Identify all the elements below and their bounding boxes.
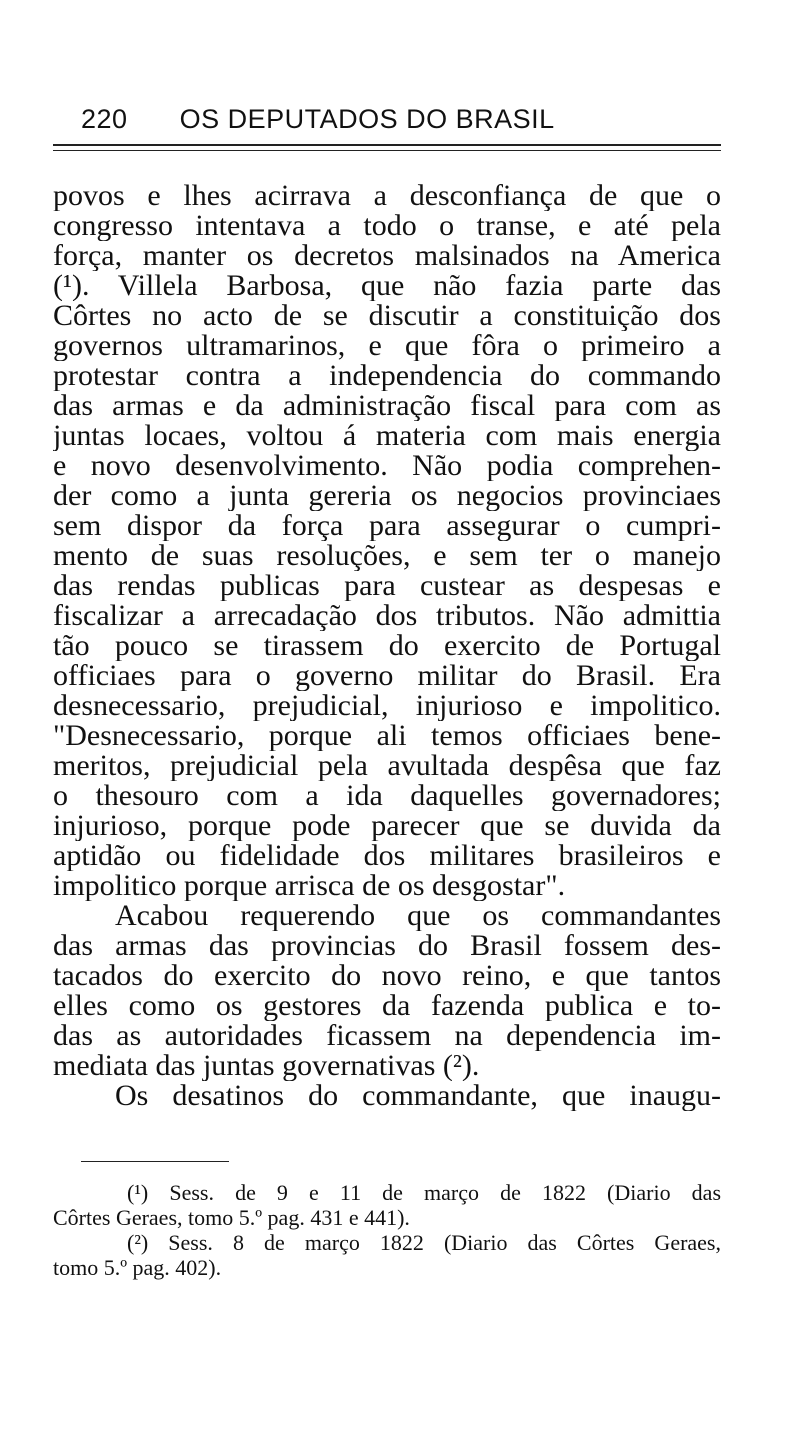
text-line: desnecessario, prejudicial, injurioso e impolitico. <box>53 691 721 721</box>
paragraph-end-line: impolitico porque arrisca de os desgostar". <box>53 871 566 901</box>
page-header <box>81 104 721 135</box>
text-line: tão pouco se tirassem do exercito de Portugal <box>53 631 721 661</box>
footnote-rule <box>81 1161 229 1162</box>
book-page <box>53 0 721 1451</box>
text-line: mento de suas resoluções, e sem ter o manejo <box>53 541 721 571</box>
footnote-2-line: (²) Sess. 8 de março 1822 (Diario das Côrtes Geraes, <box>127 1230 721 1255</box>
header-rule-top <box>53 144 721 146</box>
text-line: governos ultramarinos, e que fôra o primeiro a <box>53 331 721 361</box>
text-line: das armas das provincias do Brasil fossem des- <box>53 931 721 961</box>
text-line: das rendas publicas para custear as despesas e <box>53 571 721 601</box>
text-line: força, manter os decretos malsinados na America <box>53 241 721 271</box>
text-line: elles como os gestores da fazenda publica e to- <box>53 991 721 1021</box>
text-line: der como a junta gereria os negocios provinciaes <box>53 481 721 511</box>
body-text <box>53 181 721 1111</box>
header-rule-bottom <box>53 150 721 151</box>
text-line: e novo desenvolvimento. Não podia comprehen- <box>53 451 721 481</box>
page-number: 220 <box>81 104 128 134</box>
footnote-1-line: Côrtes Geraes, tomo 5.º pag. 431 e 441). <box>53 1205 410 1230</box>
text-line: aptidão ou fidelidade dos militares brasileiros e <box>53 841 721 871</box>
text-line: juntas locaes, voltou á materia com mais energia <box>53 421 721 451</box>
text-line: protestar contra a independencia do commando <box>53 361 721 391</box>
text-line: das armas e da administração fiscal para com as <box>53 391 721 421</box>
footnotes <box>53 1180 721 1280</box>
paragraph-end-line: mediata das juntas governativas (²). <box>53 1051 480 1081</box>
text-line: Côrtes no acto de se discutir a constituição dos <box>53 301 721 331</box>
text-line: meritos, prejudicial pela avultada despêsa que faz <box>53 751 721 781</box>
text-line: das as autoridades ficassem na dependencia im- <box>53 1021 721 1051</box>
text-line: injurioso, porque pode parecer que se duvida da <box>53 811 721 841</box>
text-line: congresso intentava a todo o transe, e até pela <box>53 211 721 241</box>
text-line: fiscalizar a arrecadação dos tributos. Não admittia <box>53 601 721 631</box>
text-line: (¹). Villela Barbosa, que não fazia parte das <box>53 271 721 301</box>
text-line: sem dispor da força para assegurar o cumpri- <box>53 511 721 541</box>
footnote-2-line: tomo 5.º pag. 402). <box>53 1255 222 1280</box>
text-line: povos e lhes acirrava a desconfiança de que o <box>53 181 721 211</box>
text-line: officiaes para o governo militar do Brasil. Era <box>53 661 721 691</box>
text-line: "Desnecessario, porque ali temos officiaes bene- <box>53 721 721 751</box>
paragraph-start-line: Os desatinos do commandante, que inaugu- <box>115 1081 721 1111</box>
footnote-1-line: (¹) Sess. de 9 e 11 de março de 1822 (Diario das <box>127 1180 721 1205</box>
paragraph-start-line: Acabou requerendo que os commandantes <box>115 901 721 931</box>
text-line: o thesouro com a ida daquelles governadores; <box>53 781 721 811</box>
running-title: OS DEPUTADOS DO BRASIL <box>179 104 555 134</box>
text-line: tacados do exercito do novo reino, e que tantos <box>53 961 721 991</box>
